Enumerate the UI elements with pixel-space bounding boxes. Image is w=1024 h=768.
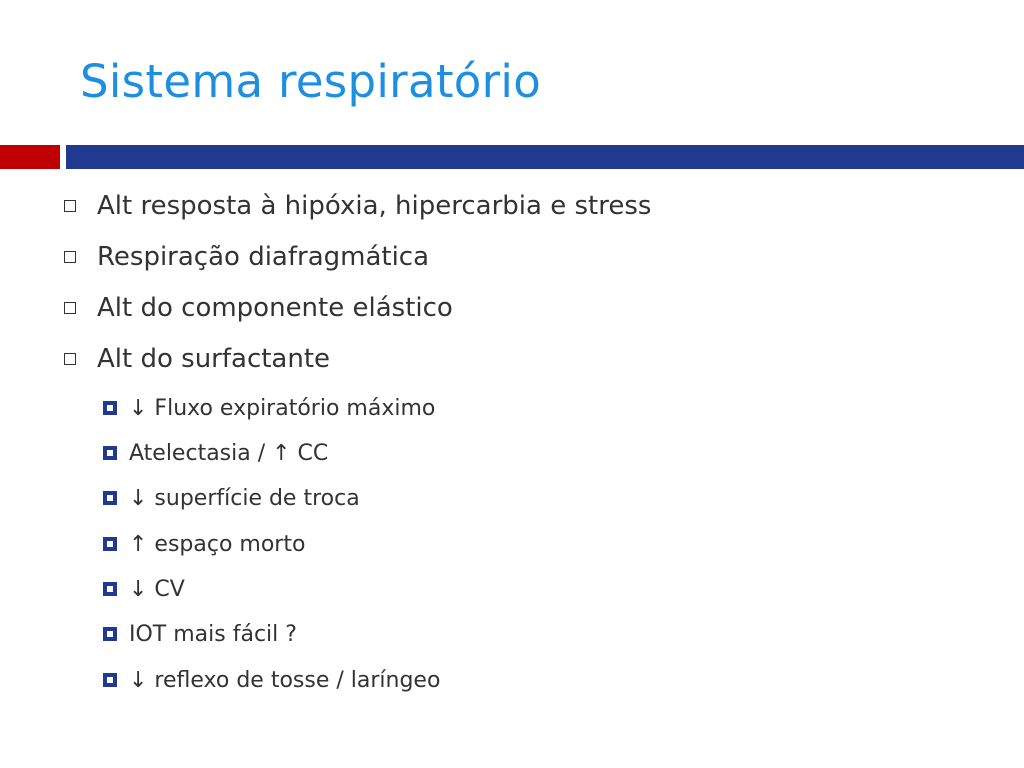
sub-bullet-item: [103, 527, 305, 561]
filled-square-bullet-icon: [103, 537, 117, 551]
sub-bullet-text: ↓ reflexo de tosse / laríngeo: [129, 667, 441, 693]
sub-bullet-text: ↓ Fluxo expiratório máximo: [129, 395, 436, 421]
sub-bullet-item: [103, 663, 440, 697]
sub-bullet-text: ↓ superfície de troca: [129, 485, 360, 511]
sub-bullet-text: Atelectasia / ↑ CC: [129, 440, 329, 466]
hollow-square-bullet-icon: [64, 302, 76, 314]
filled-square-bullet-icon: [103, 673, 117, 687]
slide-title: Sistema respiratório: [80, 55, 542, 108]
sub-bullet-item: [103, 481, 360, 515]
sub-bullet-text: ↑ espaço morto: [129, 531, 306, 557]
bullet-item: [64, 237, 429, 277]
bullet-item: [64, 186, 651, 226]
filled-square-bullet-icon: [103, 627, 117, 641]
bullet-item: [64, 288, 453, 328]
sub-bullet-item: [103, 391, 435, 425]
filled-square-bullet-icon: [103, 582, 117, 596]
filled-square-bullet-icon: [103, 446, 117, 460]
sub-bullet-item: [103, 436, 328, 470]
filled-square-bullet-icon: [103, 491, 117, 505]
sub-bullet-item: [103, 617, 297, 651]
bullet-item: [64, 339, 330, 379]
bullet-text: Alt do componente elástico: [97, 293, 453, 323]
sub-bullet-text: ↓ CV: [129, 576, 185, 602]
sub-bullet-text: IOT mais fácil ?: [129, 621, 297, 647]
hollow-square-bullet-icon: [64, 200, 76, 212]
bullet-text: Alt do surfactante: [97, 344, 331, 374]
hollow-square-bullet-icon: [64, 251, 76, 263]
bullet-text: Alt resposta à hipóxia, hipercarbia e stress: [97, 191, 652, 221]
filled-square-bullet-icon: [103, 401, 117, 415]
sub-bullet-item: [103, 572, 185, 606]
hollow-square-bullet-icon: [64, 353, 76, 365]
bullet-text: Respiração diafragmática: [97, 242, 430, 272]
